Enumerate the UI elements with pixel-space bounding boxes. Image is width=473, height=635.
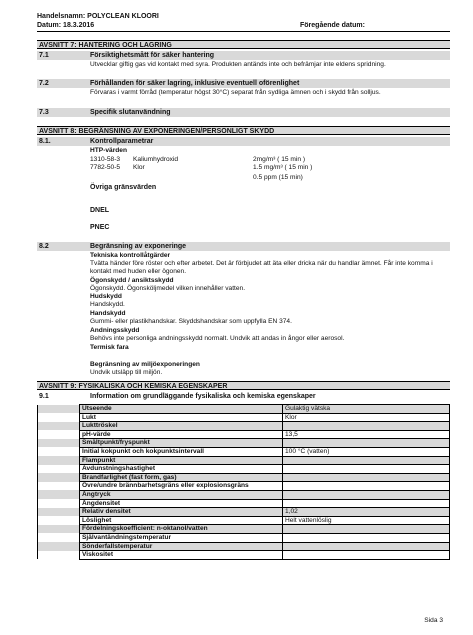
skin-protection-heading: Hudskydd: [90, 293, 122, 300]
property-value: Helt vattenlöslig: [283, 516, 450, 525]
row-indent: [38, 413, 80, 422]
subsection-number: 8.1.: [39, 138, 51, 145]
subsection-title: Förhållanden för säker lagring, inklusive eventuell oförenlighet: [90, 80, 300, 87]
technical-controls-heading: Tekniska kontrollåtgärder: [90, 252, 171, 259]
property-row: [38, 482, 450, 491]
property-label: Initial kokpunkt och kokpunktsintervall: [80, 447, 283, 456]
substance-name: Klor: [133, 164, 145, 171]
limit-value: 0.5 ppm (15 min): [253, 174, 303, 181]
cas-number: 7782-50-5: [90, 164, 121, 171]
row-indent: [38, 465, 80, 474]
thermal-hazard-heading: Termisk fara: [90, 344, 129, 351]
other-limits-heading: Övriga gränsvärden: [90, 184, 157, 191]
row-indent: [38, 516, 80, 525]
row-indent: [38, 525, 80, 534]
property-value: 13,5: [283, 430, 450, 439]
section-9-heading: AVSNITT 9: FYSIKALISKA OCH KEMISKA EGENSKAPER: [37, 381, 450, 390]
property-row: [38, 508, 450, 517]
property-row: [38, 465, 450, 474]
property-value: [283, 525, 450, 534]
property-label: Lukttröskel: [80, 422, 283, 431]
handling-text: Utvecklar giftig gas vid kontakt med syra. Produkten antänds inte och befrämjar inte eldens spridning.: [90, 61, 386, 68]
property-label: Brandfarlighet (fast form, gas): [80, 473, 283, 482]
row-indent: [38, 533, 80, 542]
property-value: [283, 490, 450, 499]
subsection-8-2: [37, 242, 450, 251]
property-row: [38, 542, 450, 551]
respiratory-protection-heading: Andningsskydd: [90, 327, 140, 334]
property-row: [38, 430, 450, 439]
previous-date: Föregående datum:: [300, 22, 365, 29]
cas-number: 1310-58-3: [90, 156, 121, 163]
subsection-number: 7.3: [39, 109, 49, 116]
technical-controls-text: Tvätta händer före röster och efter arbetet. Det är förbjudet att äta eller dricka när du handlar ämnet. Får inte komma i kontakt med huden eller ögonen.: [90, 260, 433, 275]
property-value: [283, 542, 450, 551]
property-row: [38, 405, 450, 414]
subsection-9-1: [37, 392, 450, 401]
property-row: [38, 516, 450, 525]
property-value: [283, 499, 450, 508]
property-value: [283, 482, 450, 491]
row-indent: [38, 439, 80, 448]
property-value: [283, 473, 450, 482]
limit-value: 1.5 mg/m³ ( 15 min ): [253, 164, 313, 171]
htp-heading: HTP-värden: [90, 147, 128, 154]
document-date: Datum: 18.3.2016: [37, 22, 95, 29]
page-number: Sida 3: [424, 617, 443, 624]
hand-protection-heading: Handskydd: [90, 310, 126, 317]
subsection-number: 7.1: [39, 52, 49, 59]
subsection-number: 8.2: [39, 243, 49, 250]
row-indent: [38, 482, 80, 491]
property-value: [283, 551, 450, 560]
subsection-title: Begränsning av exponeringe: [90, 243, 187, 250]
property-row: [38, 456, 450, 465]
property-row: [38, 490, 450, 499]
subsection-7-1: [37, 51, 450, 60]
limit-value: 2mg/m³ ( 15 min ): [253, 156, 306, 163]
row-indent: [38, 422, 80, 431]
pnec-heading: PNEC: [90, 224, 110, 231]
section-8-heading: AVSNITT 8: BEGRÄNSNING AV EXPONERINGEN/PERSONLIGT SKYDD: [37, 126, 450, 135]
eye-protection-heading: Ögonskydd / ansiktsskydd: [90, 277, 174, 284]
property-value: [283, 465, 450, 474]
property-row: [38, 422, 450, 431]
property-value: [283, 439, 450, 448]
property-label: Självantändningstemperatur: [80, 533, 283, 542]
environmental-exposure-text: Undvik utsläpp till miljön.: [90, 369, 163, 376]
row-indent: [38, 508, 80, 517]
property-label: Viskositet: [80, 551, 283, 560]
respiratory-protection-text: Behövs inte personliga andningsskydd normalt. Undvik att andas in ångor eller aerosol.: [90, 335, 345, 342]
row-indent: [38, 551, 80, 560]
storage-text: Förvaras i varmt förråd (temperatur högst 30°C) separat från sydliga ämnen och i skydd från solljus.: [90, 89, 381, 96]
property-row: [38, 447, 450, 456]
property-label: Löslighet: [80, 516, 283, 525]
property-row: [38, 533, 450, 542]
property-row: [38, 551, 450, 560]
property-row: [38, 499, 450, 508]
property-value: [283, 533, 450, 542]
property-value: [283, 456, 450, 465]
subsection-title: Försiktighetsmått för säker hantering: [90, 52, 215, 59]
property-value: Gulaktig vätska: [283, 405, 450, 414]
property-label: pH-värde: [80, 430, 283, 439]
property-value: 100 °C (vatten): [283, 447, 450, 456]
property-value: [283, 422, 450, 431]
property-label: Relativ densitet: [80, 508, 283, 517]
property-label: Övre/undre brännbarhetsgräns eller explosionsgräns: [80, 482, 283, 491]
property-label: Sönderfallstemperatur: [80, 542, 283, 551]
subsection-7-2: [37, 79, 450, 88]
dnel-heading: DNEL: [90, 207, 110, 214]
property-label: Ångdensitet: [80, 499, 283, 508]
properties-table: [37, 404, 450, 560]
subsection-title: Information om grundläggande fysikaliska och kemiska egenskaper: [90, 393, 316, 400]
property-row: [38, 473, 450, 482]
property-row: [38, 413, 450, 422]
hand-protection-text: Gummi- eller plastikhandskar. Skyddshandskar som uppfylla EN 374.: [90, 318, 292, 325]
section-7-heading: AVSNITT 7: HANTERING OCH LAGRING: [37, 40, 450, 49]
eye-protection-text: Ögonskydd. Ögonsköljmedel vilken innehåller vatten.: [90, 285, 246, 292]
row-indent: [38, 430, 80, 439]
subsection-8-1: [37, 137, 450, 146]
property-row: [38, 525, 450, 534]
skin-protection-text: Handskydd.: [90, 301, 125, 308]
subsection-number: 9.1: [39, 393, 49, 400]
subsection-title: Specifik slutanvändning: [90, 109, 171, 116]
row-indent: [38, 456, 80, 465]
property-label: Smältpunkt/fryspunkt: [80, 439, 283, 448]
subsection-7-3: [37, 108, 450, 117]
property-label: Fördelningskoefficient: n-oktanol/vatten: [80, 525, 283, 534]
property-value: 1,02: [283, 508, 450, 517]
property-label: Utseende: [80, 405, 283, 414]
property-value: Klor: [283, 413, 450, 422]
row-indent: [38, 447, 80, 456]
row-indent: [38, 490, 80, 499]
substance-name: Kaliumhydroxid: [133, 156, 179, 163]
environmental-exposure-heading: Begränsning av miljöexponeringen: [90, 361, 200, 368]
row-indent: [38, 542, 80, 551]
header-divider: [37, 31, 450, 32]
row-indent: [38, 405, 80, 414]
property-label: Lukt: [80, 413, 283, 422]
trade-name: Handelsnamn: POLYCLEAN KLOORI: [37, 13, 159, 20]
subsection-number: 7.2: [39, 80, 49, 87]
property-label: Avdunstningshastighet: [80, 465, 283, 474]
property-row: [38, 439, 450, 448]
row-indent: [38, 499, 80, 508]
property-label: Flampunkt: [80, 456, 283, 465]
row-indent: [38, 473, 80, 482]
subsection-title: Kontrollparametrar: [90, 138, 154, 145]
property-label: Ångtryck: [80, 490, 283, 499]
